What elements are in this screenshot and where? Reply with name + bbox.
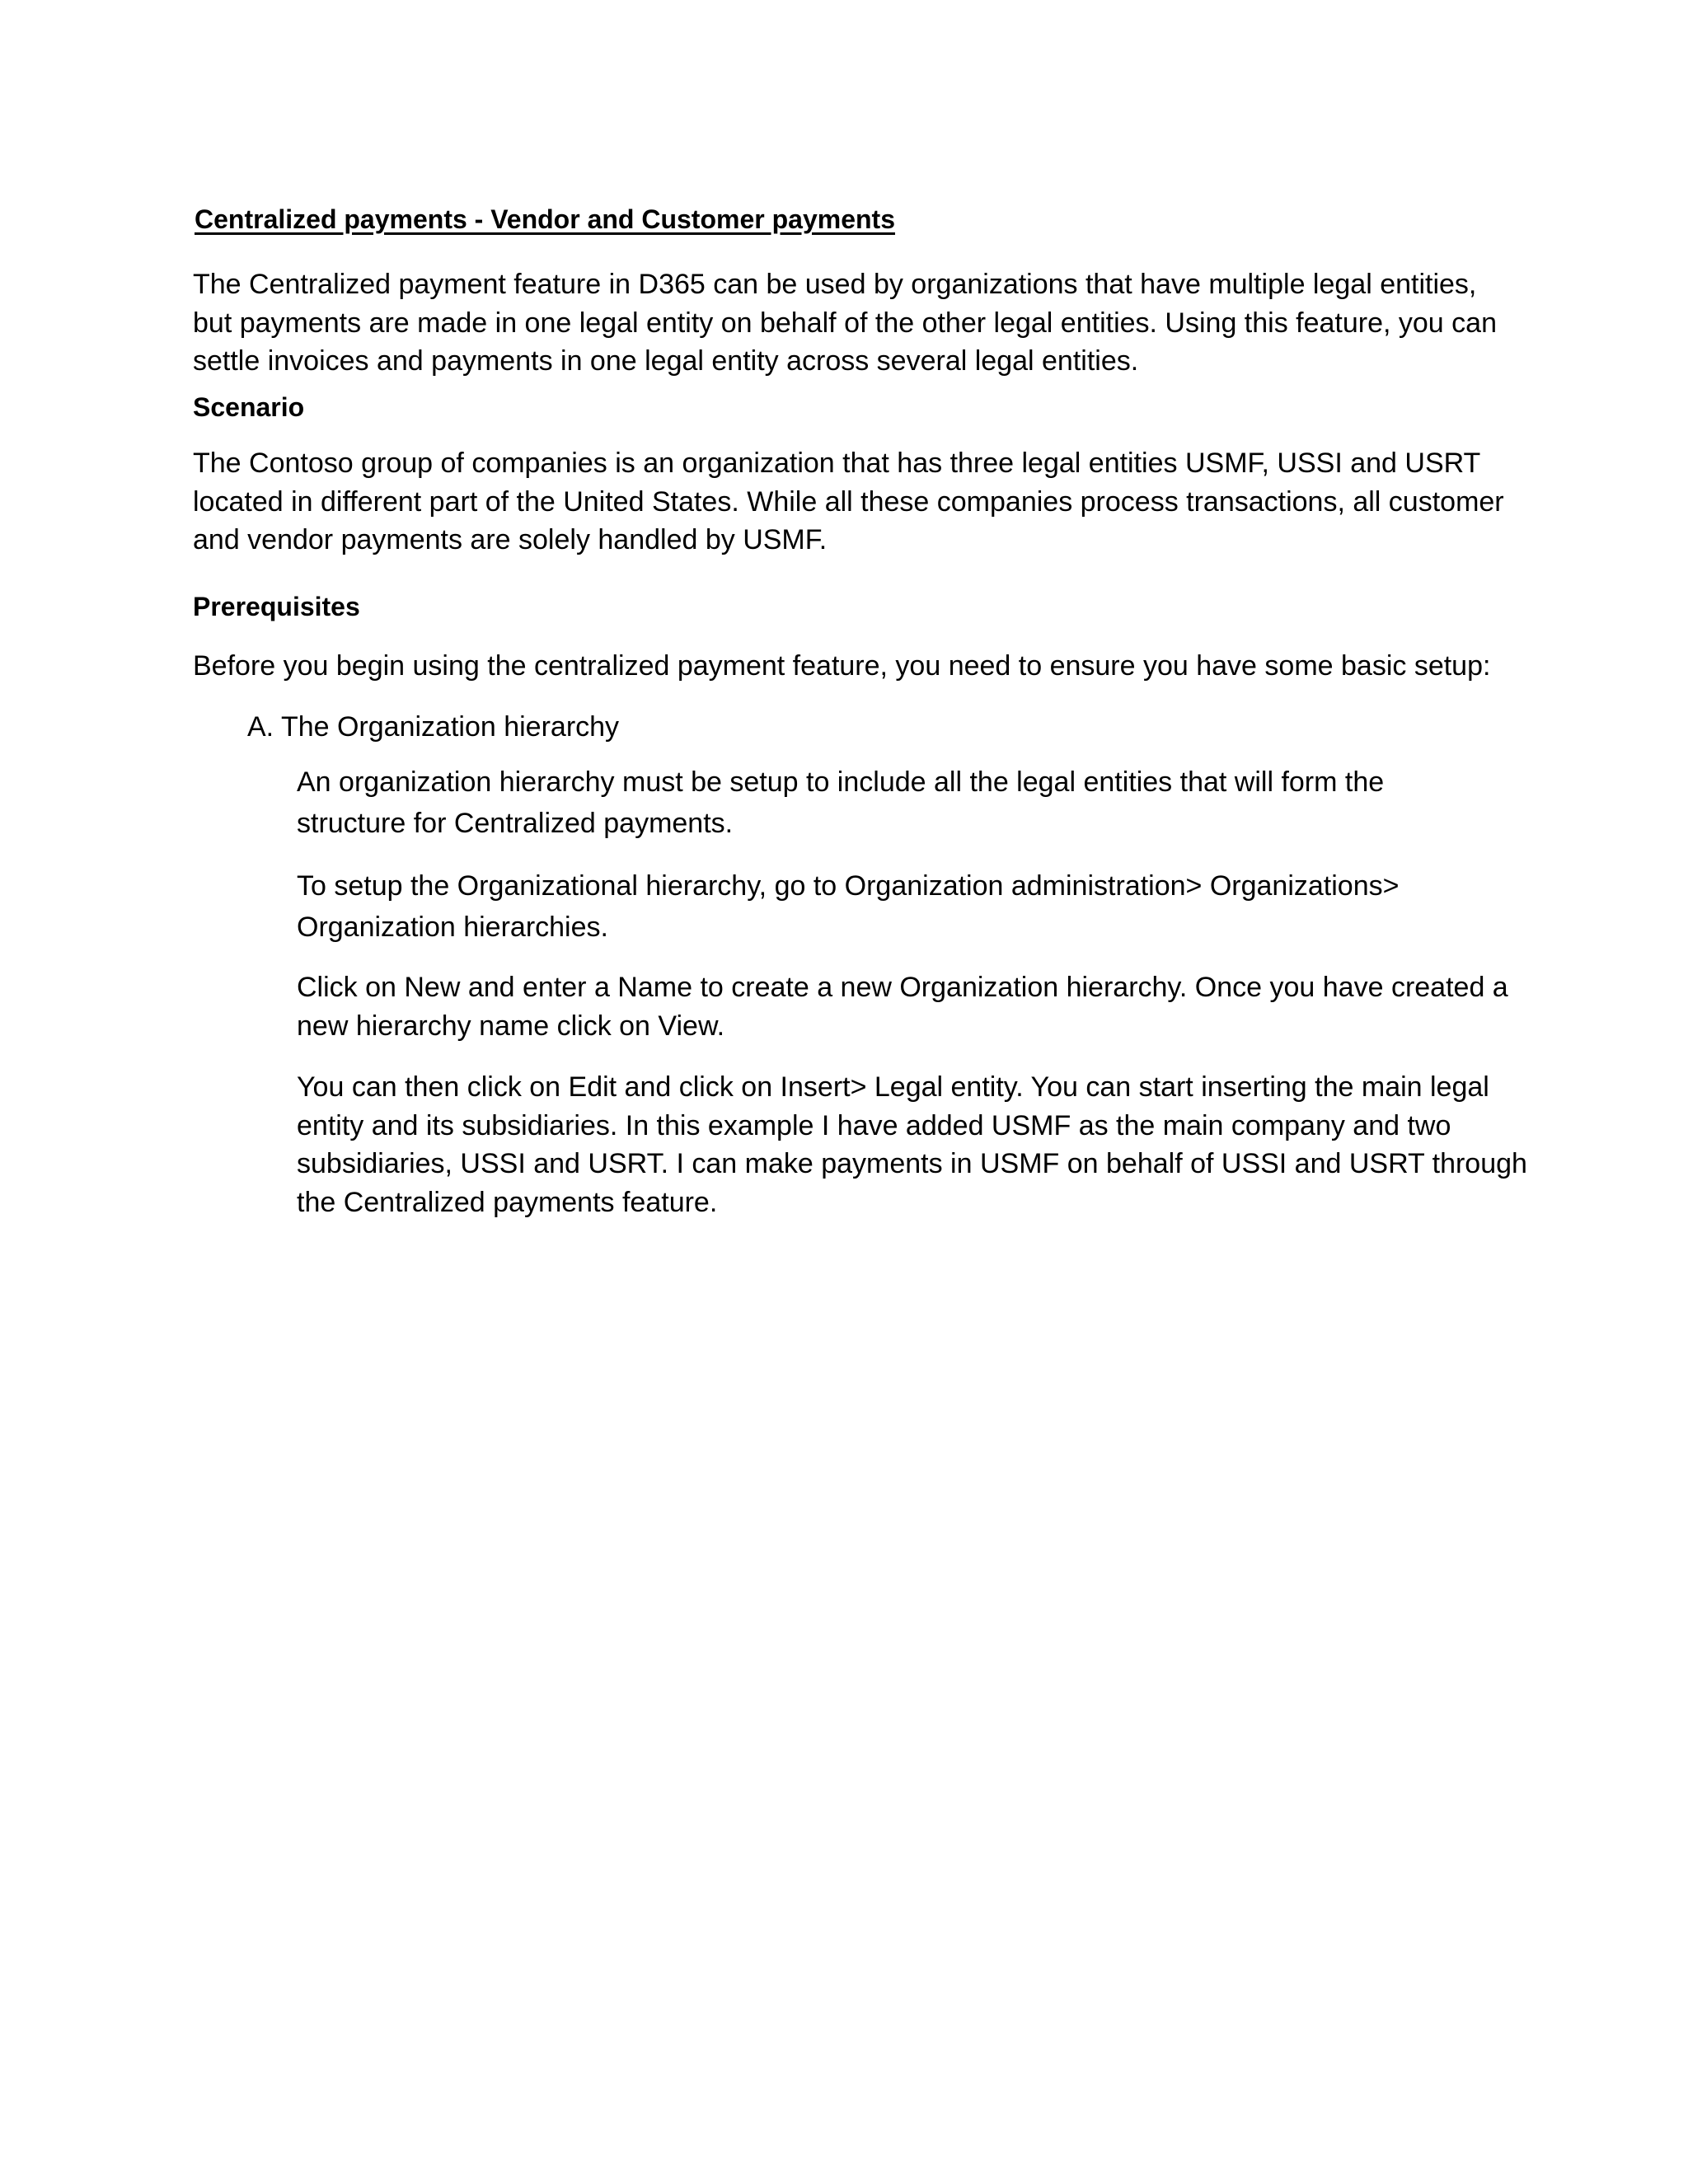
document-title: Centralized payments - Vendor and Customer payments — [195, 204, 895, 234]
paragraph-line: new hierarchy name click on View. — [297, 1010, 725, 1042]
prerequisites-heading: Prerequisites — [193, 592, 360, 621]
intro-paragraph — [193, 265, 1495, 381]
scenario-line: and vendor payments are solely handled by USMF. — [193, 524, 828, 555]
intro-line: but payments are made in one legal entity on behalf of the other legal entities. Using this feature, you can — [193, 307, 1497, 339]
hierarchy-paragraph-2 — [297, 865, 1399, 948]
list-item-organization-hierarchy: A. The Organization hierarchy — [247, 711, 620, 743]
scenario-heading: Scenario — [193, 392, 305, 422]
paragraph-line: the Centralized payments feature. — [297, 1186, 718, 1218]
paragraph-line: You can then click on Edit and click on Insert> Legal entity. You can start inserting the main legal — [297, 1071, 1489, 1103]
paragraph-line: entity and its subsidiaries. In this example I have added USMF as the main company and two — [297, 1109, 1451, 1141]
hierarchy-paragraph-1 — [297, 762, 1384, 844]
paragraph-line: structure for Centralized payments. — [297, 808, 734, 839]
scenario-line: The Contoso group of companies is an organization that has three legal entities USMF, USSI and USRT — [193, 448, 1481, 479]
paragraph-line: An organization hierarchy must be setup to include all the legal entities that will form the — [297, 766, 1385, 798]
hierarchy-paragraph-3 — [297, 968, 1508, 1045]
hierarchy-paragraph-4 — [297, 1068, 1527, 1221]
paragraph-line: subsidiaries, USSI and USRT. I can make payments in USMF on behalf of USSI and USRT through — [297, 1148, 1527, 1179]
scenario-line: located in different part of the United States. While all these companies process transactions, all customer — [193, 485, 1504, 518]
prerequisites-intro: Before you begin using the centralized payment feature, you need to ensure you have some basic setup: — [193, 650, 1491, 682]
intro-line: settle invoices and payments in one legal entity across several legal entities. — [193, 345, 1139, 377]
intro-line: The Centralized payment feature in D365 can be used by organizations that have multiple legal entities, — [193, 269, 1477, 300]
scenario-paragraph — [193, 444, 1504, 560]
paragraph-line: Organization hierarchies. — [297, 912, 608, 943]
paragraph-line: To setup the Organizational hierarchy, go to Organization administration> Organizations> — [297, 870, 1400, 902]
paragraph-line: Click on New and enter a Name to create a new Organization hierarchy. Once you have created a — [297, 972, 1508, 1003]
